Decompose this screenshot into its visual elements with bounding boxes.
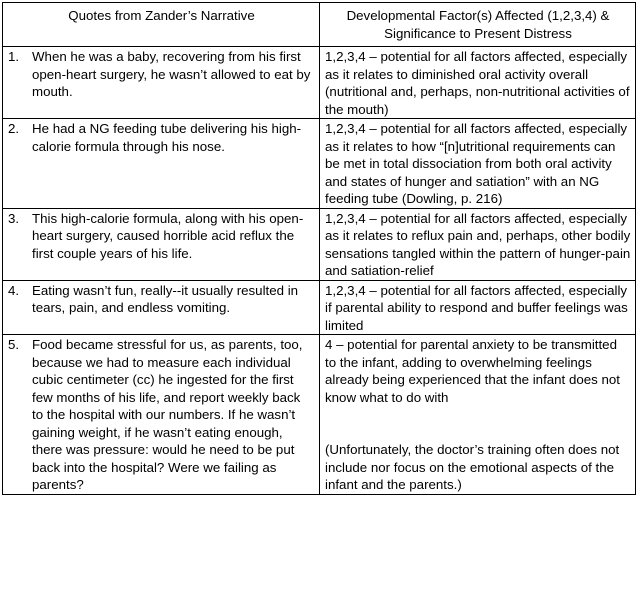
factor-text: 4 – potential for parental anxiety to be transmitted to the infant, adding to overwhelming feelings already being experienced that the infant does not know what to do with <box>325 337 620 405</box>
quote-cell <box>3 335 320 495</box>
spacer <box>325 406 631 441</box>
document <box>2 2 635 495</box>
quote-cell <box>3 208 320 280</box>
factor-cell <box>320 335 636 495</box>
quote-text: Food became stressful for us, as parents, too, because we had to measure each individual cubic centimeter (cc) he ingested for the first few months of his life, and report weekly back to the hospital with our numbers. If he wasn’t gaining weight, if he wasn’t eating enough, there was pressure: would he need to be put back into the hospital? Were we failing as parents? <box>32 337 303 492</box>
quote-text: He had a NG feeding tube delivering his high-calorie formula through his nose. <box>32 121 302 154</box>
row-number: 2. <box>8 121 20 136</box>
row-number: 1. <box>8 49 20 64</box>
quote-cell <box>3 119 320 209</box>
row-number: 4. <box>8 282 20 298</box>
factor-cell: 1,2,3,4 – potential for all factors affected, especially if parental ability to respond and buffer feelings was limited <box>320 280 636 335</box>
quote-text: When he was a baby, recovering from his first open-heart surgery, he wasn’t allowed to eat by mouth. <box>32 49 311 99</box>
header-row <box>3 3 636 47</box>
quote-cell <box>3 280 320 335</box>
factor-cell: 1,2,3,4 – potential for all factors affected, especially as it relates to diminished oral activity overall (nutritional and, perhaps, non-nutritional activities of the mouth) <box>320 47 636 119</box>
factor-cell: 1,2,3,4 – potential for all factors affected, especially as it relates to how “[n]utritional requirements can be met in total dissociation from both oral activity and states of hunger and satiation” with an NG feeding tube (Dowling, p. 216) <box>320 119 636 209</box>
table-row <box>3 335 636 495</box>
quote-text: This high-calorie formula, along with his open-heart surgery, caused horrible acid reflux the first couple years of his life. <box>32 210 304 261</box>
factor-note: (Unfortunately, the doctor’s training often does not include nor focus on the emotional aspects of the infant and the parents.) <box>325 442 620 492</box>
table-row <box>3 47 636 119</box>
header-quotes: Quotes from Zander’s Narrative <box>3 3 320 47</box>
quote-cell <box>3 47 320 119</box>
table-row <box>3 208 636 280</box>
row-number: 5. <box>8 337 20 352</box>
row-number: 3. <box>8 210 20 226</box>
quote-text: Eating wasn’t fun, really--it usually resulted in tears, pain, and endless vomiting. <box>32 282 299 315</box>
factor-cell: 1,2,3,4 – potential for all factors affected, especially as it relates to reflux pain and, perhaps, other bodily sensations tangled within the pattern of hunger-pain and satiation-relief <box>320 208 636 280</box>
table-row <box>3 119 636 209</box>
header-factors: Developmental Factor(s) Affected (1,2,3,4) & Significance to Present Distress <box>320 3 636 47</box>
narrative-factors-table <box>2 2 636 495</box>
table-row <box>3 280 636 335</box>
